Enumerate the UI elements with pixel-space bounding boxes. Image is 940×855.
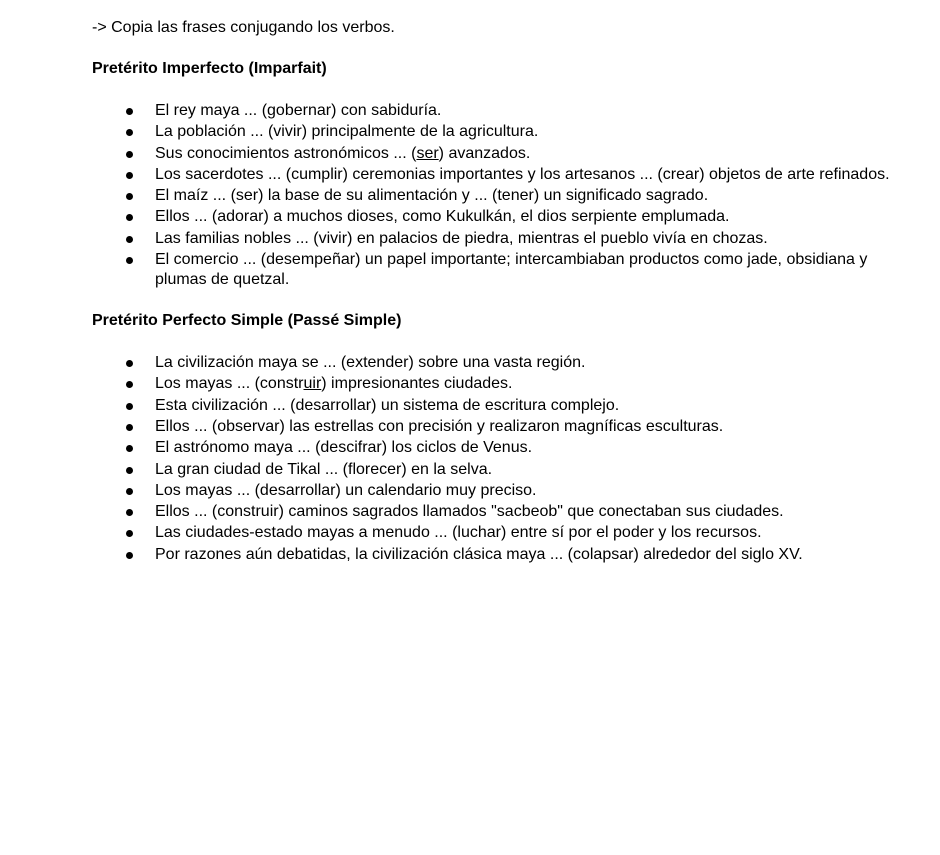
list-item: El comercio ... (desempeñar) un papel importante; intercambiaban productos como jade, obsidiana y plumas de quetzal. [92, 250, 892, 290]
list-item: Ellos ... (adorar) a muchos dioses, como Kukulkán, el dios serpiente emplumada. [92, 207, 892, 227]
underlined-verb: ser [416, 144, 439, 162]
section-heading-imperfecto: Pretérito Imperfecto (Imparfait) [92, 60, 327, 77]
instruction-text: -> Copia las frases conjugando los verbos. [92, 19, 395, 36]
document-body [92, 18, 892, 566]
list-item: Ellos ... (observar) las estrellas con precisión y realizaron magníficas esculturas. [92, 417, 892, 437]
bullet-icon [126, 552, 133, 559]
bullet-icon [126, 108, 133, 115]
bullet-icon [126, 445, 133, 452]
bullet-icon [126, 467, 133, 474]
bullet-icon [126, 403, 133, 410]
bullet-list-imperfecto [92, 101, 892, 290]
bullet-icon [126, 424, 133, 431]
list-item: Los mayas ... (desarrollar) un calendario muy preciso. [92, 481, 892, 501]
bullet-icon [126, 257, 133, 264]
bullet-icon [126, 172, 133, 179]
section-heading-perfecto-simple: Pretérito Perfecto Simple (Passé Simple) [92, 312, 402, 330]
bullet-icon [126, 151, 133, 158]
list-item: Esta civilización ... (desarrollar) un sistema de escritura complejo. [92, 396, 892, 416]
list-item: Ellos ... (construir) caminos sagrados llamados "sacbeob" que conectaban sus ciudades. [92, 502, 892, 522]
list-item: Los sacerdotes ... (cumplir) ceremonias importantes y los artesanos ... (crear) objetos de arte refinados. [92, 165, 892, 185]
bullet-icon [126, 214, 133, 221]
list-item: Las familias nobles ... (vivir) en palacios de piedra, mientras el pueblo vivía en chozas. [92, 229, 892, 249]
list-item: Los mayas ... (construir) impresionantes ciudades. [92, 374, 892, 394]
bullet-icon [126, 193, 133, 200]
list-item: Las ciudades-estado mayas a menudo ... (luchar) entre sí por el poder y los recursos. [92, 523, 892, 543]
list-item: La población ... (vivir) principalmente de la agricultura. [92, 122, 892, 142]
bullet-icon [126, 488, 133, 495]
bullet-list-perfecto-simple [92, 353, 892, 565]
list-item: La gran ciudad de Tikal ... (florecer) en la selva. [92, 460, 892, 480]
list-item: La civilización maya se ... (extender) sobre una vasta región. [92, 353, 892, 373]
list-item: El astrónomo maya ... (descifrar) los ciclos de Venus. [92, 438, 892, 458]
bullet-icon [126, 360, 133, 367]
bullet-icon [126, 236, 133, 243]
bullet-icon [126, 129, 133, 136]
list-item: El maíz ... (ser) la base de su alimentación y ... (tener) un significado sagrado. [92, 186, 892, 206]
list-item: El rey maya ... (gobernar) con sabiduría. [92, 101, 892, 121]
bullet-icon [126, 530, 133, 537]
list-item: Por razones aún debatidas, la civilización clásica maya ... (colapsar) alrededor del siglo XV. [92, 545, 892, 565]
list-item: Sus conocimientos astronómicos ... (ser) avanzados. [92, 144, 892, 164]
underlined-verb: uir [303, 375, 322, 393]
bullet-icon [126, 381, 133, 388]
bullet-icon [126, 509, 133, 516]
